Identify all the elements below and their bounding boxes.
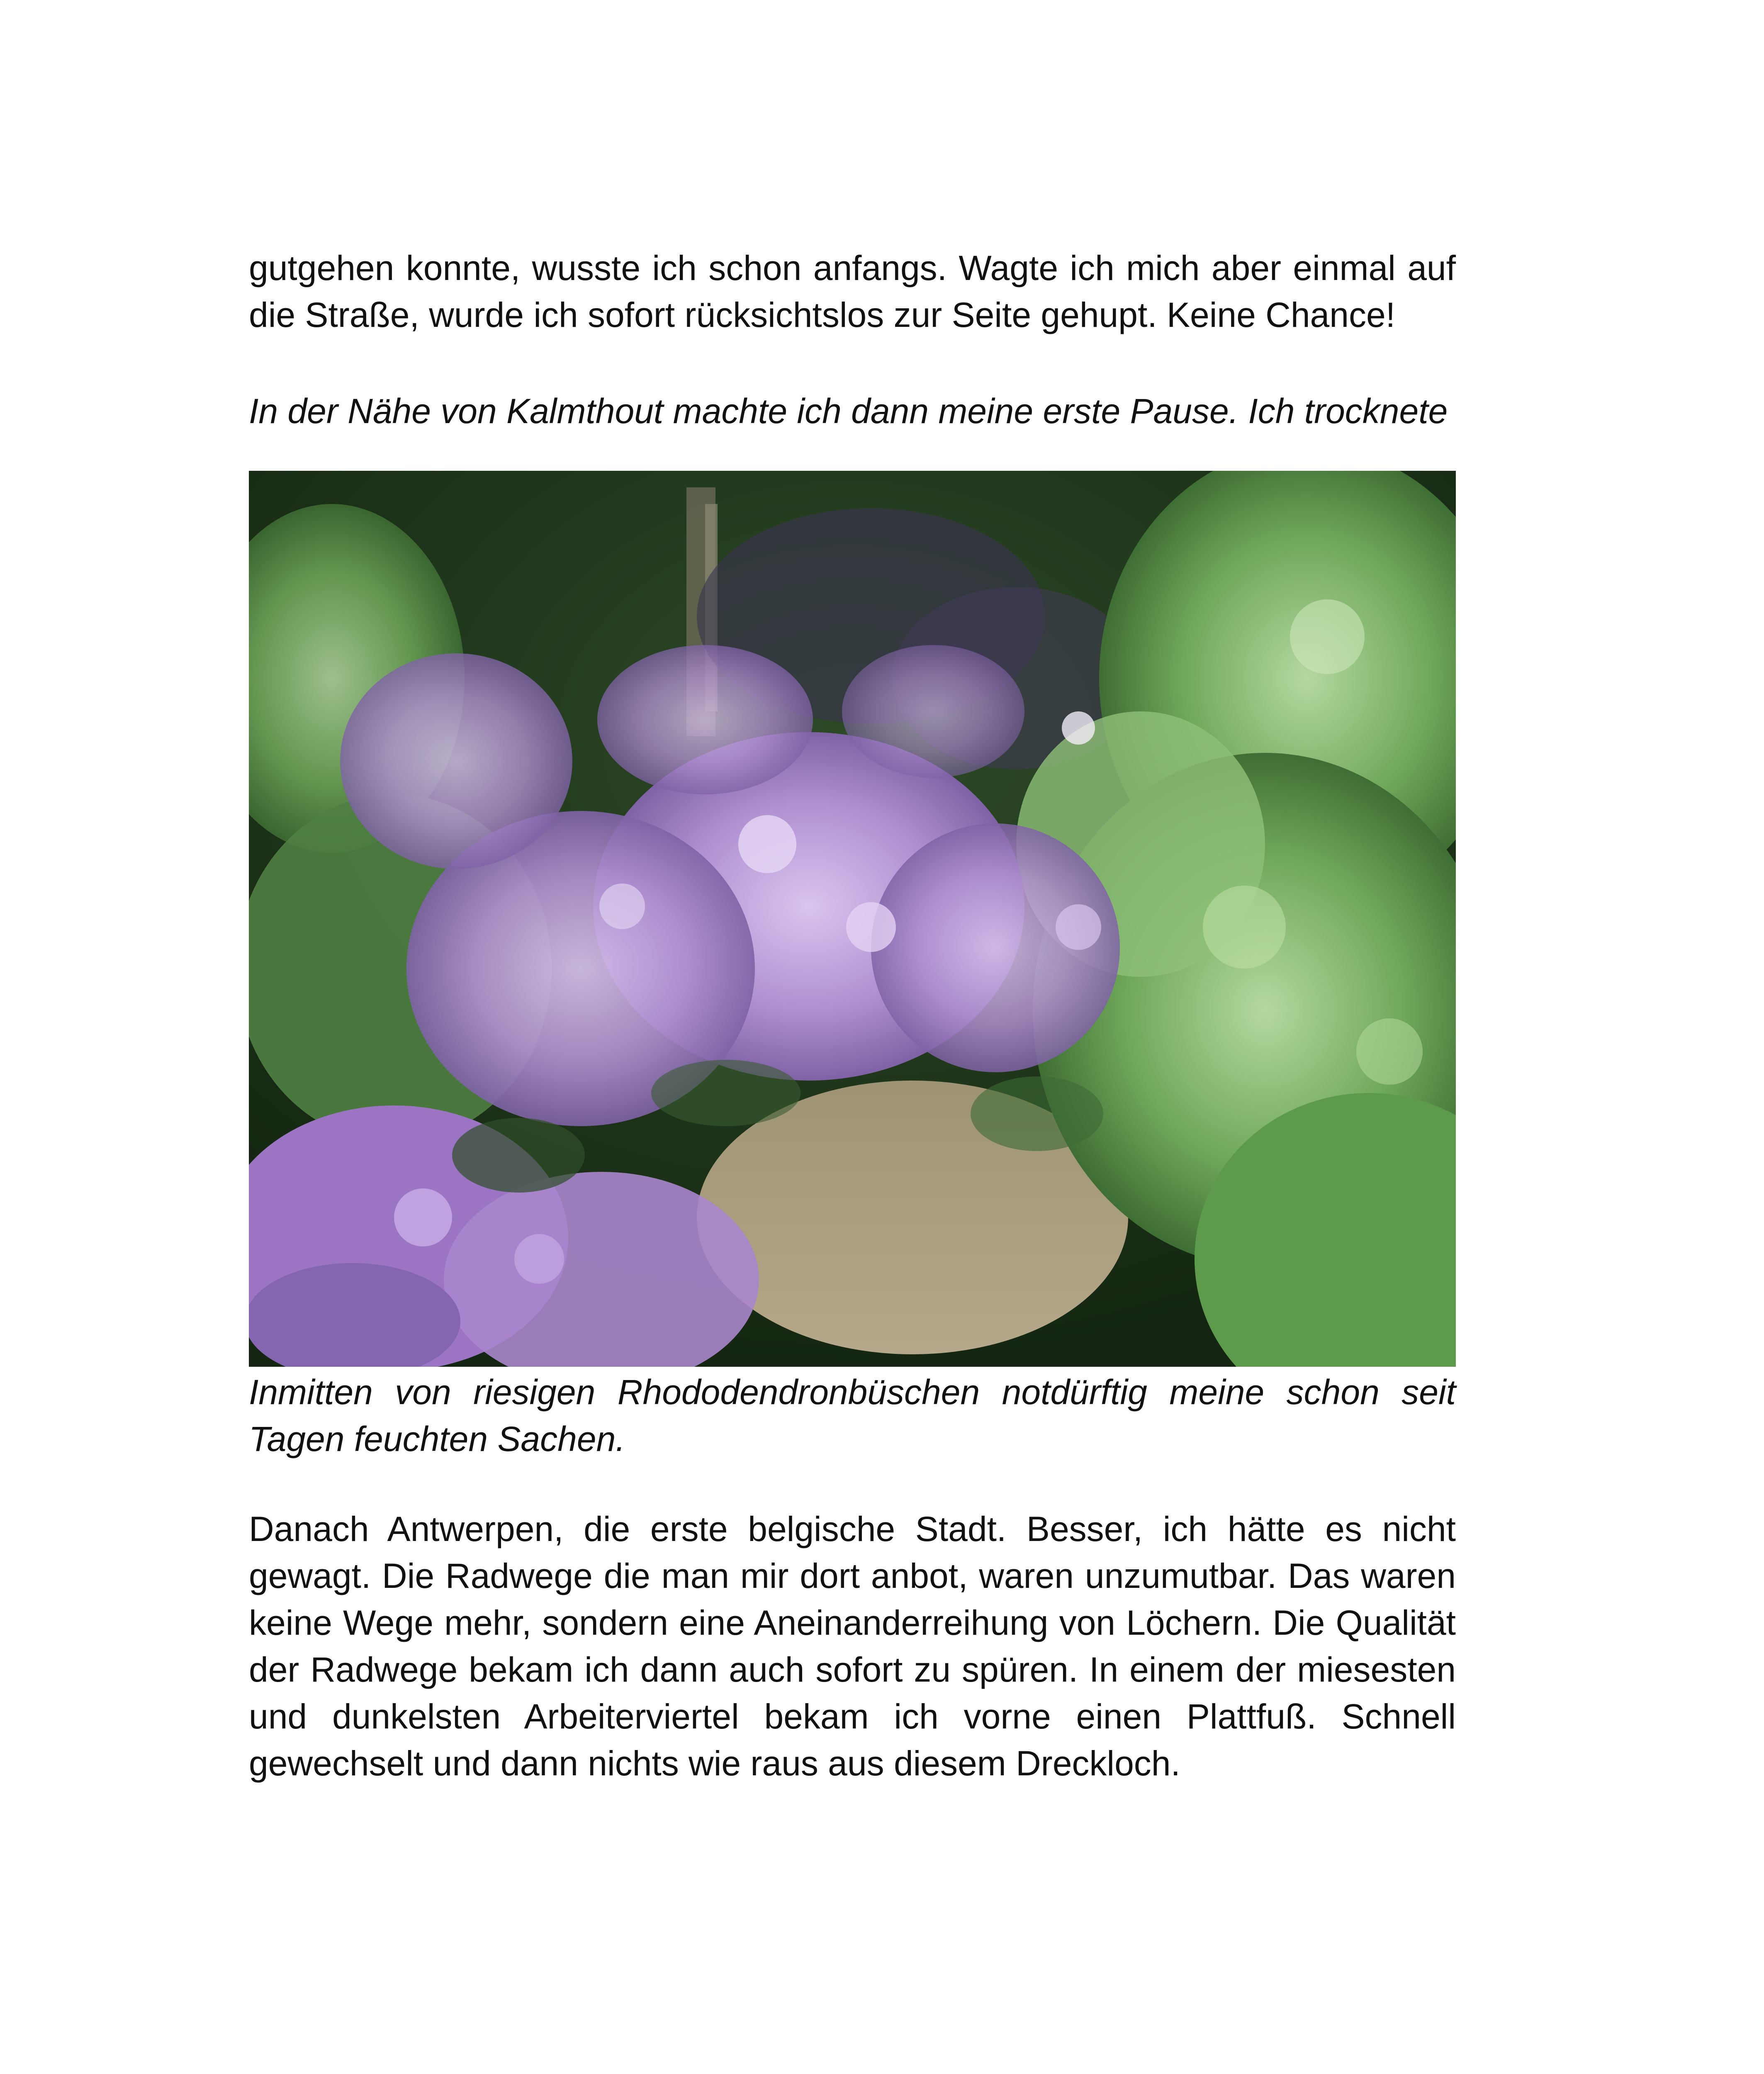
paragraph-intro: gutgehen konnte, wusste ich schon anfangs. Wagte ich mich aber einmal auf die Straße, wurde ich sofort rücksichtslos zur Seite gehupt. Keine Chance! — [249, 248, 1456, 334]
rhododendron-photo — [249, 471, 1456, 1367]
paragraph-kalmthout: In der Nähe von Kalmthout machte ich dann meine erste Pause. Ich trocknete — [249, 392, 1448, 431]
paragraph-antwerpen: Danach Antwerpen, die erste belgische Stadt. Besser, ich hätte es nicht gewagt. Die Radwege die man mir dort anbot, waren unzumutbar. Das waren keine Wege mehr, sondern eine Aneinanderreihung von Löchern. Die Qualität der Radwege bekam ich dann auch sofort zu spüren. In einem der miesesten und dunkelsten Arbeiterviertel bekam ich vorne einen Plattfuß. Schnell gewechselt und dann nichts wie raus aus diesem Dreckloch. — [249, 1509, 1456, 1783]
photo-caption: Inmitten von riesigen Rhododendronbüschen notdürftig meine schon seit Tagen feuchten Sachen. — [249, 1373, 1456, 1458]
